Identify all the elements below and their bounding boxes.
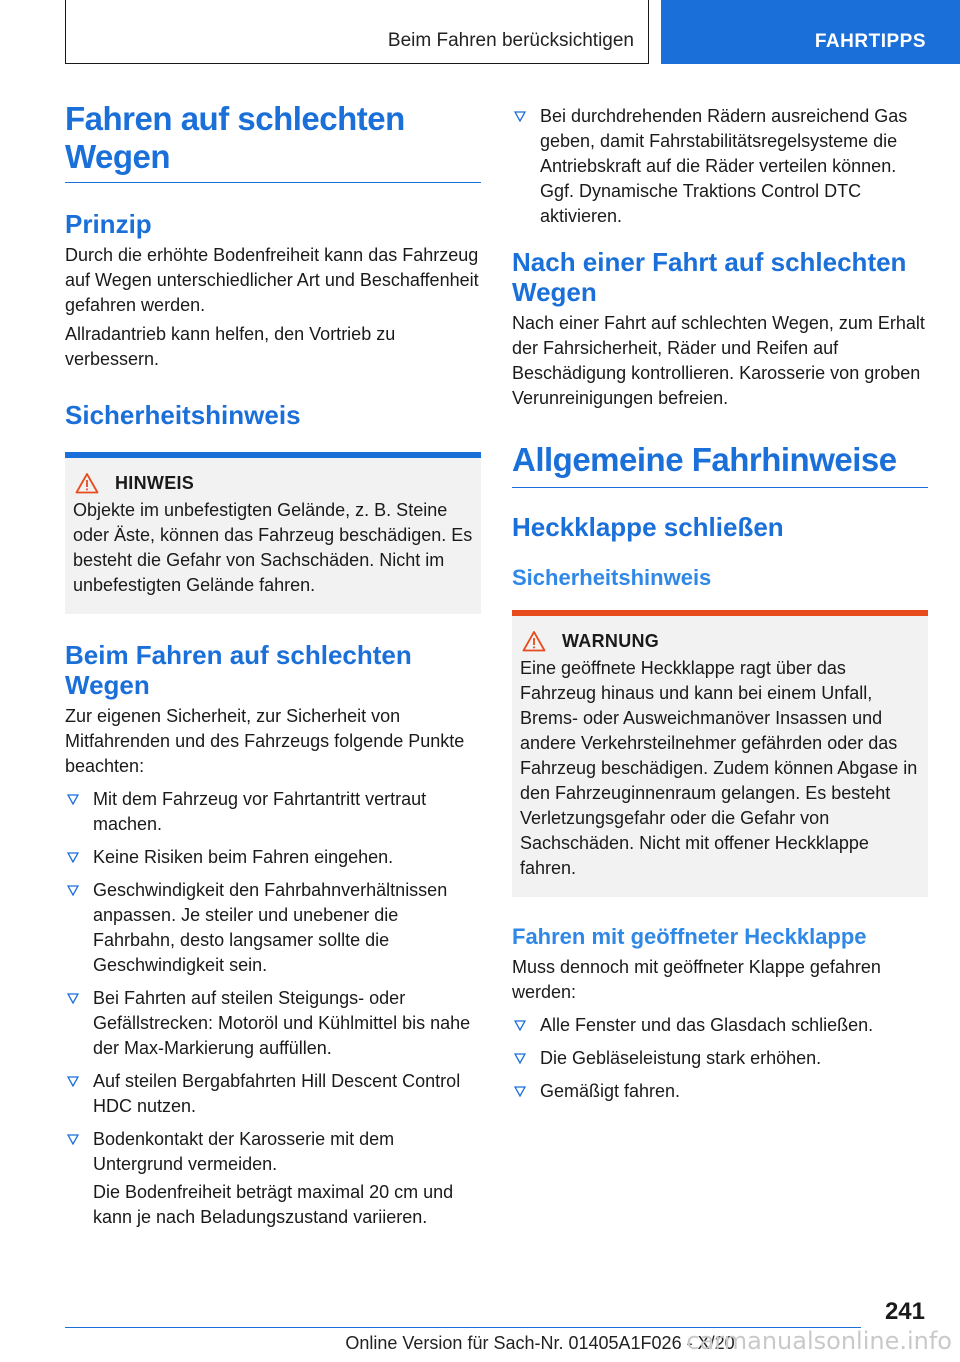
warning-triangle-icon: [75, 472, 99, 494]
warnung-text: Eine geöffnete Heckklappe ragt über das Fahrzeug hinaus und kann bei einem Unfall, Brems- oder Ausweichmanöver Insassen und andere Verkehrsteilnehmer gefährden oder das Fahrzeug beschädigen. Zudem können Abgase in den Fahrzeuginnenraum gelangen. Es besteht Verletzungsgefahr oder die Gefahr von Sachschäden. Nicht mit offener Heckklappe fahren.: [520, 658, 918, 878]
bullet-triangle-icon: [67, 885, 79, 896]
hinweis-text: Objekte im unbefestigten Gelände, z. B. Steine oder Äste, können das Fahrzeug beschädigen. Es besteht die Gefahr von Sachschäden. Nicht im unbefestigten Gelände fahren.: [73, 500, 473, 595]
right-column: [512, 104, 928, 1112]
list-item: [65, 787, 481, 837]
offen-intro: Muss dennoch mit geöffneter Klappe gefahren werden:: [512, 957, 881, 1002]
page-number: 241: [884, 1298, 925, 1325]
heading-heckklappe: Heckklappe schließen: [512, 512, 784, 542]
watermark: carmanualsonline.info: [686, 1327, 952, 1355]
heading-prinzip: Prinzip: [65, 209, 152, 239]
list-item: [512, 1013, 928, 1038]
heading-sicherheitshinweis-2: Sicherheitshinweis: [512, 565, 712, 590]
list-item-text: Auf steilen Bergabfahrten Hill Descent Control HDC nutzen.: [93, 1071, 461, 1116]
list-item: [65, 1127, 481, 1230]
bullet-triangle-icon: [67, 1134, 79, 1145]
list-item-text: Mit dem Fahrzeug vor Fahrtantritt vertraut machen.: [93, 789, 427, 834]
bullet-triangle-icon: [514, 1053, 526, 1064]
header-section-title: Beim Fahren berücksichtigen: [387, 30, 634, 51]
continued-list: [512, 104, 928, 229]
list-item-text: Alle Fenster und das Glasdach schließen.: [540, 1015, 874, 1035]
bullet-triangle-icon: [67, 852, 79, 863]
bullet-triangle-icon: [67, 794, 79, 805]
online-version-text: Online Version für Sach-Nr. 01405A1F026 - X/20: [345, 1333, 735, 1353]
list-item-text: Gemäßigt fahren.: [540, 1081, 681, 1101]
list-item-text: Keine Risiken beim Fahren eingehen.: [93, 847, 394, 867]
prinzip-paragraph-2: Allradantrieb kann helfen, den Vortrieb zu verbessern.: [65, 324, 396, 369]
heading-nach-einer-fahrt: Nach einer Fahrt auf schlechten Wegen: [512, 247, 907, 307]
bullet-triangle-icon: [67, 993, 79, 1004]
chapter-tab[interactable]: [661, 0, 960, 64]
list-item-text: Geschwindigkeit den Fahrbahnverhältnissen anpassen. Je steiler und unebener die Fahrbahn, desto langsamer sollte die Geschwindigkeit sein.: [93, 880, 448, 975]
bullet-triangle-icon: [514, 1020, 526, 1031]
list-item: [65, 1069, 481, 1119]
page-title-line1: Fahren auf schlechten: [65, 100, 405, 137]
list-item: [512, 1046, 928, 1071]
list-item-text: Bodenkontakt der Karosserie mit dem Untergrund vermeiden.: [93, 1129, 395, 1174]
list-item: [512, 104, 928, 229]
list-item: [65, 878, 481, 978]
heading-fahren-mit-offener-heckklappe: Fahren mit geöffneter Heckklappe: [512, 924, 867, 949]
list-item: [512, 1079, 928, 1104]
left-column: [65, 100, 481, 1238]
prinzip-paragraph-1: Durch die erhöhte Bodenfreiheit kann das Fahrzeug auf Wegen unterschiedlicher Art und Beschaffenheit gefahren werden.: [65, 245, 479, 315]
list-item: [65, 986, 481, 1061]
beim-fahren-intro: Zur eigenen Sicherheit, zur Sicherheit von Mitfahrenden und des Fahrzeugs folgende Punkte beachten:: [65, 706, 465, 776]
list-item-text: Die Gebläseleistung stark erhöhen.: [540, 1048, 822, 1068]
heading-beim-fahren: Beim Fahren auf schlechten Wegen: [65, 640, 412, 700]
page-title-line2: Wegen: [65, 138, 171, 175]
warnung-box: [512, 610, 928, 897]
header-section-box: [65, 0, 649, 64]
warnung-header: [520, 630, 920, 652]
warning-triangle-icon: [522, 630, 546, 652]
bullet-triangle-icon: [514, 1086, 526, 1097]
page-title: [65, 100, 481, 183]
nach-einer-fahrt-text: Nach einer Fahrt auf schlechten Wegen, zum Erhalt der Fahrsicherheit, Räder und Reifen auf Beschädigung kontrollieren. Karosserie von groben Verunreinigungen befreien.: [512, 313, 925, 408]
bullet-triangle-icon: [67, 1076, 79, 1087]
list-item-text: Bei durchdrehenden Rädern ausreichend Gas geben, damit Fahrstabilitätsregelsysteme die Antriebskraft auf die Räder verteilen können. Ggf. Dynamische Traktions Control DTC aktivieren.: [540, 106, 908, 226]
list-item-subtext: Die Bodenfreiheit beträgt maximal 20 cm und kann je nach Beladungszustand variieren.: [93, 1182, 454, 1227]
chapter-tab-label: FAHRTIPPS: [814, 31, 926, 52]
beim-fahren-list: [65, 787, 481, 1230]
bullet-triangle-icon: [514, 111, 526, 122]
list-item: [65, 845, 481, 870]
hinweis-box: [65, 452, 481, 614]
hinweis-label: HINWEIS: [115, 472, 195, 493]
hinweis-header: [73, 472, 473, 494]
heading-allgemeine-fahrhinweise: Allgemeine Fahrhinweise: [512, 441, 928, 488]
list-item-text: Bei Fahrten auf steilen Steigungs- oder Gefällstrecken: Motoröl und Kühlmittel bis nahe der Max-Markierung auffüllen.: [93, 988, 471, 1058]
heading-sicherheitshinweis: Sicherheitshinweis: [65, 400, 301, 430]
warnung-label: WARNUNG: [562, 630, 660, 651]
offen-list: [512, 1013, 928, 1104]
